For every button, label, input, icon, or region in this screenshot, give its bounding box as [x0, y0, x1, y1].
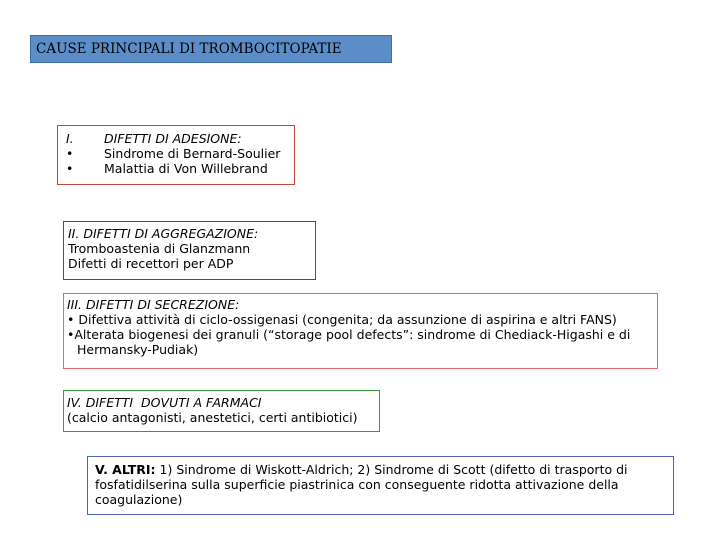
list-item: Difetti di recettori per ADP: [68, 256, 234, 271]
secretion-defects-box: [63, 293, 658, 369]
bullet-marker: •: [66, 146, 74, 161]
secretion-heading: III. DIFETTI DI SECREZIONE:: [67, 297, 240, 312]
drug-defects-box: [63, 390, 380, 432]
list-item-continuation: Hermansky-Pudiak): [77, 342, 199, 357]
list-item: •Alterata biogenesi dei granuli (“storage pool defects”: sindrome di Chediack-Higashi e di: [67, 327, 631, 342]
list-item-text: Malattia di Von Willebrand: [104, 161, 268, 176]
list-item: Tromboastenia di Glanzmann: [68, 241, 251, 256]
list-marker: I.: [66, 131, 74, 146]
bullet-marker: •: [66, 161, 74, 176]
list-item: [66, 161, 294, 176]
page-title: CAUSE PRINCIPALI DI TROMBOCITOPATIE: [30, 35, 392, 63]
list-item: [66, 131, 294, 146]
drug-heading: IV. DIFETTI DOVUTI A FARMACI: [67, 395, 262, 410]
other-causes-box: [87, 456, 674, 515]
list-item-text: Sindrome di Bernard-Soulier: [104, 146, 281, 161]
aggregation-heading: II. DIFETTI DI AGGREGAZIONE:: [68, 226, 259, 241]
aggregation-defects-box: [63, 221, 316, 280]
other-text: 1) Sindrome di Wiskott-Aldrich; 2) Sindrome di Scott (difetto di trasporto di fosfatidilserina sulla superficie piastrinica con conseguente ridotta attivazione della coagulazione): [95, 462, 628, 507]
other-label: V. ALTRI:: [95, 462, 156, 477]
adhesion-defects-box: [57, 125, 295, 185]
list-item: [66, 146, 294, 161]
adhesion-heading: DIFETTI DI ADESIONE:: [104, 131, 242, 146]
list-item: • Difettiva attività di ciclo-ossigenasi (congenita; da assunzione di aspirina e altri FANS): [67, 312, 617, 327]
drug-examples: (calcio antagonisti, anestetici, certi antibiotici): [67, 410, 358, 425]
